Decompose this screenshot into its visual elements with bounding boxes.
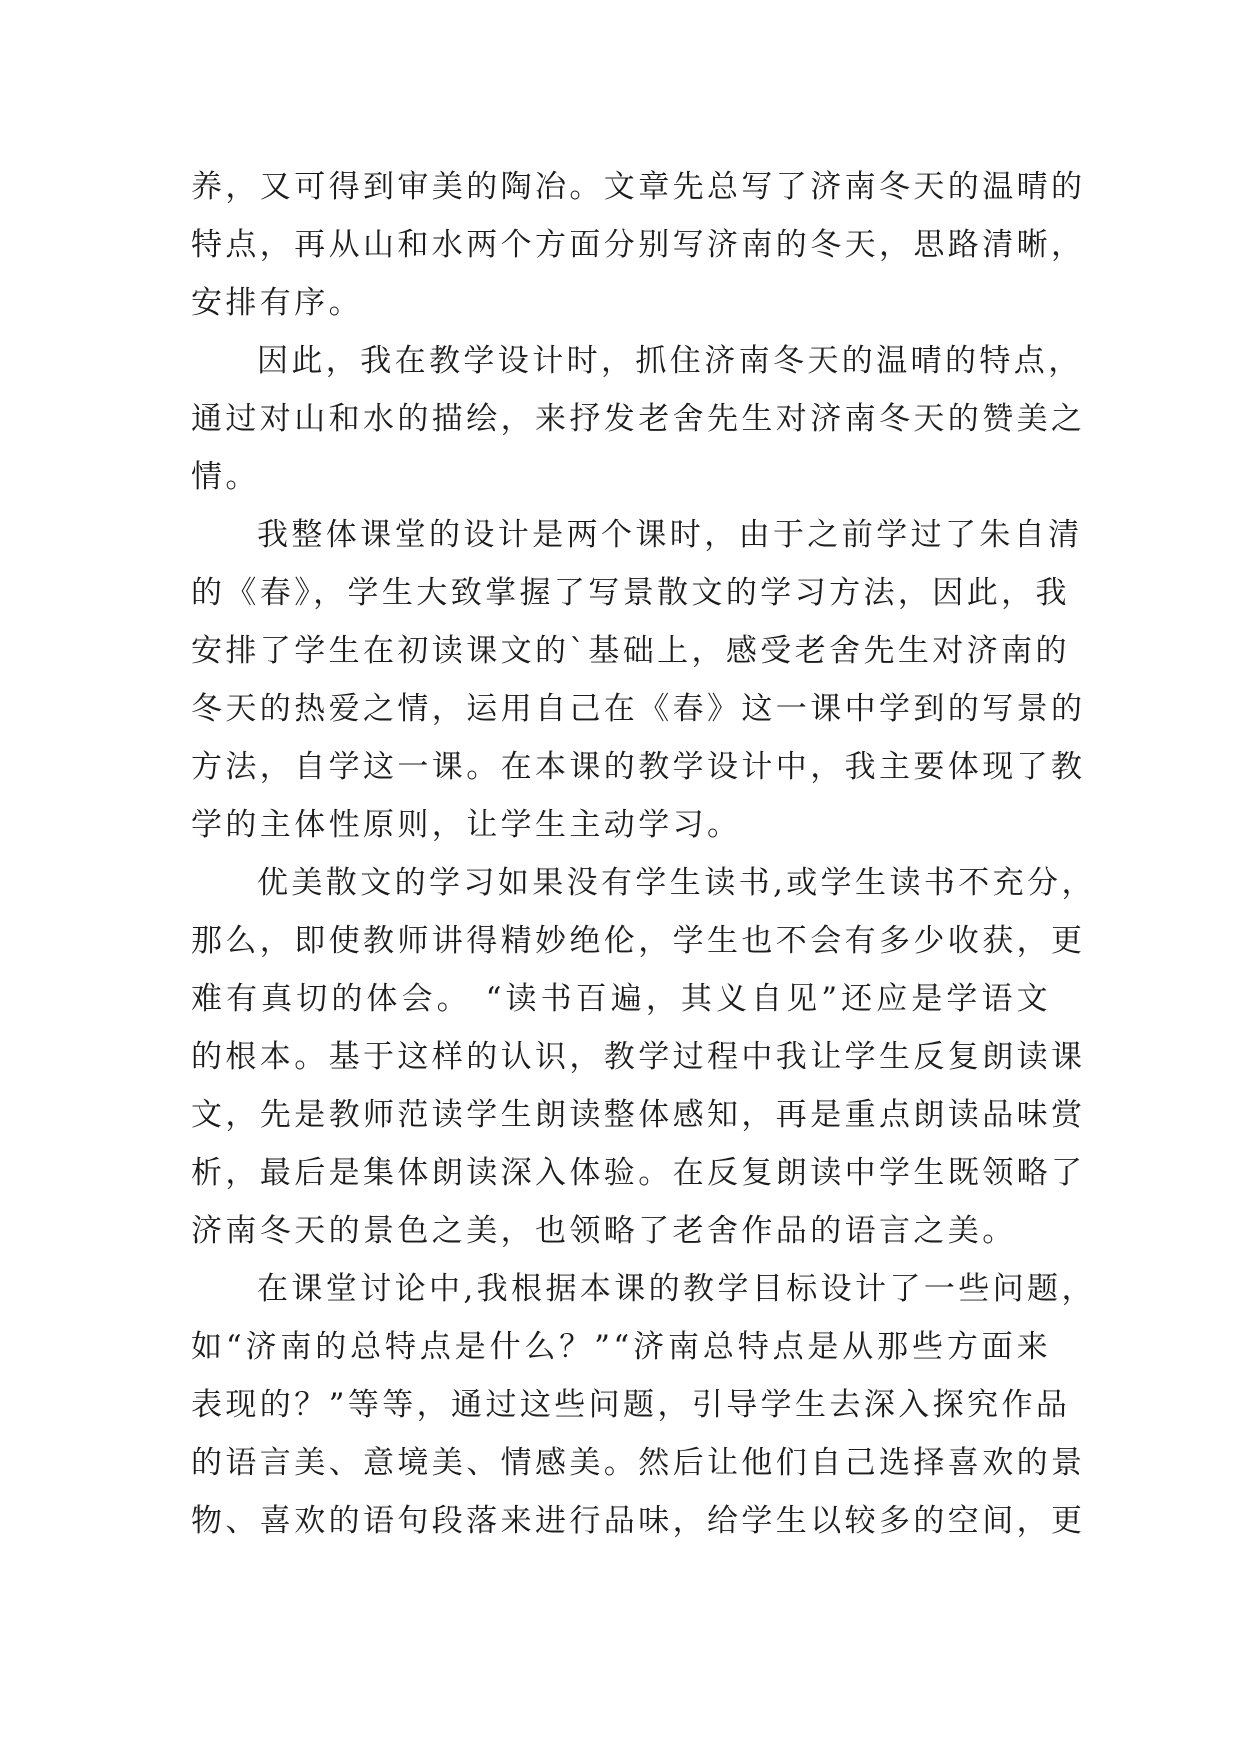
text-line: 的根本。基于这样的认识，教学过程中我让学生反复朗读课 (191, 1039, 1086, 1075)
text-line: 文，先是教师范读学生朗读整体感知，再是重点朗读品味赏 (191, 1097, 1086, 1133)
text-line: 优美散文的学习如果没有学生读书,或学生读书不充分， (257, 865, 1096, 901)
text-line: 那么，即使教师讲得精妙绝伦，学生也不会有多少收获，更 (191, 923, 1086, 959)
text-line: 学的主体性原则，让学生主动学习。 (191, 807, 742, 843)
text-line: 情。 (191, 459, 260, 495)
paragraph-3 (191, 506, 1086, 854)
text-line: 难有真切的体会。 “读书百遍，其义自见”还应是学语文 (191, 981, 1051, 1017)
text-line: 我整体课堂的设计是两个课时，由于之前学过了朱自清 (257, 517, 1083, 553)
text-line: 如“济南的总特点是什么？”“济南总特点是从那些方面来 (191, 1329, 1051, 1365)
text-line: 在课堂讨论中,我根据本课的教学目标设计了一些问题， (257, 1271, 1096, 1307)
text-line: 表现的？”等等，通过这些问题，引导学生去深入探究作品 (191, 1387, 1071, 1423)
text-line: 安排有序。 (191, 285, 363, 321)
paragraph-5 (191, 1260, 1096, 1550)
text-line: 通过对山和水的描绘，来抒发老舍先生对济南冬天的赞美之 (191, 401, 1086, 437)
text-line: 的《春》，学生大致掌握了写景散文的学习方法，因此，我 (191, 575, 1070, 611)
paragraph-2 (191, 332, 1086, 506)
text-line: 养，又可得到审美的陶冶。文章先总写了济南冬天的温晴的 (191, 169, 1086, 205)
text-line: 济南冬天的景色之美，也领略了老舍作品的语言之美。 (191, 1213, 1017, 1249)
text-line: 物、喜欢的语句段落来进行品味，给学生以较多的空间，更 (191, 1503, 1086, 1539)
text-line: 的语言美、意境美、情感美。然后让他们自己选择喜欢的景 (191, 1445, 1086, 1481)
text-line: 冬天的热爱之情，运用自己在《春》这一课中学到的写景的 (191, 691, 1086, 727)
paragraph-4 (191, 854, 1096, 1260)
text-line: 方法，自学这一课。在本课的教学设计中，我主要体现了教 (191, 749, 1086, 785)
text-line: 安排了学生在初读课文的`基础上，感受老舍先生对济南的 (191, 633, 1070, 669)
text-line: 因此，我在教学设计时，抓住济南冬天的温晴的特点， (257, 343, 1083, 379)
paragraph-1 (191, 158, 1086, 332)
text-line: 特点，再从山和水两个方面分别写济南的冬天，思路清晰， (191, 227, 1086, 263)
text-line: 析，最后是集体朗读深入体验。在反复朗读中学生既领略了 (191, 1155, 1086, 1191)
document-body (191, 158, 1096, 1550)
